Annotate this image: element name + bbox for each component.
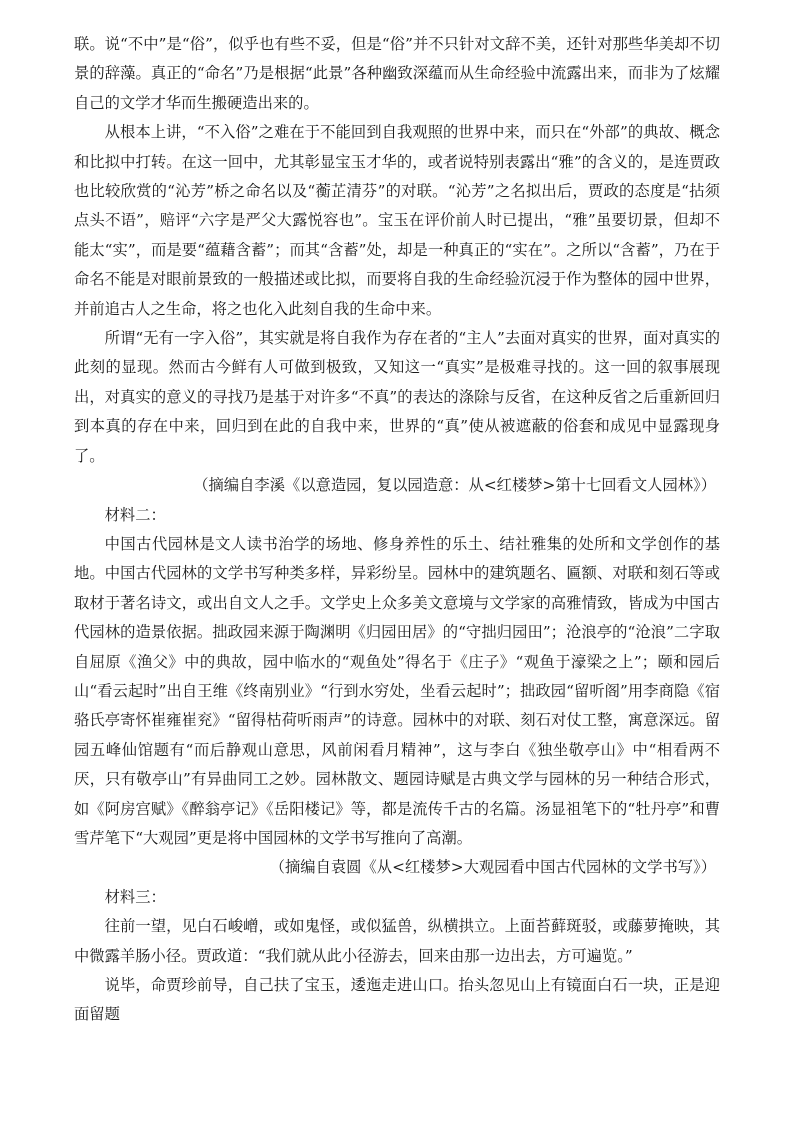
section-heading: 材料三： bbox=[104, 887, 166, 906]
section-heading: 材料二： bbox=[104, 505, 166, 524]
paragraph-continuation: 联。说“不中”是“俗”，似乎也有些不妥，但是“俗”并不只针对文辞不美，还针对那些华美却不切景的辞藻。真正的“命名”乃是根据“此景”各种幽致深蕴而从生命经验中流露出来，而非为了炫耀自己的文学才华而生搬硬造出来的。 bbox=[74, 35, 720, 112]
paragraph-body: 从根本上讲，“不入俗”之难在于不能回到自我观照的世界中来，而只在“外部”的典故、概念和比拟中打转。在这一回中，尤其彰显宝玉才华的，或者说特别表露出“雅”的含义的，是连贾政也比较欣赏的“沁芳”桥之命名以及“蘅芷清芬”的对联。“沁芳”之名拟出后，贾政的态度是“拈须点头不语”，赔评“六字是严父大露悦容也”。宝玉在评价前人时已提出，“雅”虽要切景，但却不能太“实”，而是要“蕴藉含蓄”；而其“含蓄”处，却是一种真正的“实在”。之所以“含蓄”，乃在于命名不能是对眼前景致的一般描述或比拟，而要将自我的生命经验沉浸于作为整体的园中世界，并前追古人之生命，将之也化入此刻自我的生命中来。 bbox=[74, 123, 720, 318]
paragraph-body: 中国古代园林是文人读书治学的场地、修身养性的乐土、结社雅集的处所和文学创作的基地。中国古代园林的文学书写种类多样，异彩纷呈。园林中的建筑题名、匾额、对联和刻石等或取材于著名诗文，或出自文人之手。文学史上众多美文意境与文学家的高雅情致，皆成为中国古代园林的造景依据。拙政园来源于陶渊明《归园田居》的“守拙归园田”；沧浪亭的“沧浪”二字取自屈原《渔父》中的典故，园中临水的“观鱼处”得名于《庄子》“观鱼于濠梁之上”；颐和园后山“看云起时”出自王维《终南别业》“行到水穷处，坐看云起时”；拙政园“留听阁”用李商隐《宿骆氏亭寄怀崔雍崔兖》“留得枯荷听雨声”的诗意。园林中的对联、刻石对仗工整，寓意深远。留园五峰仙馆题有“而后静观山意思，风前闲看月精神”，这与李白《独坐敬亭山》中“相看两不厌，只有敬亭山”有异曲同工之妙。园林散文、题园诗赋是古典文学与园林的另一种结合形式，如《阿房宫赋》《醉翁亭记》《岳阳楼记》等，都是流传千古的名篇。汤显祖笔下的“牡丹亭”和曹雪芹笔下“大观园”更是将中国园林的文学书写推向了高潮。 bbox=[74, 534, 720, 847]
paragraph-body: 往前一望，见白石峻嶒，或如鬼怪，或似猛兽，纵横拱立。上面苔藓斑驳，或藤萝掩映，其中微露羊肠小径。贾政道：“我们就从此小径游去，回来由那一边出去，方可遍览。” bbox=[74, 917, 720, 965]
source-citation: （摘编自袁圆《从<红楼梦>大观园看中国古代园林的文学书写》） bbox=[269, 858, 716, 877]
paragraph-body: 说毕，命贾珍前导，自己扶了宝玉，逶迤走进山口。抬头忽见山上有镜面白石一块，正是迎面留题 bbox=[74, 976, 720, 1024]
paragraph-body: 所谓“无有一字入俗”，其实就是将自我作为存在者的“主人”去面对真实的世界，面对真实的此刻的显现。然而古今鲜有人可做到极致，又知这一“真实”是极难寻找的。这一回的叙事展现出，对真实的意义的寻找乃是基于对许多“不真”的表达的涤除与反省，在这种反省之后重新回归到本真的存在中来，回归到在此的自我中来，世界的“真”使从被遮蔽的俗套和成见中显露现身了。 bbox=[74, 329, 720, 465]
document-page bbox=[74, 30, 720, 1030]
source-citation: （摘编自李溪《以意造园，复以园造意：从<红楼梦>第十七回看文人园林》） bbox=[193, 476, 716, 495]
